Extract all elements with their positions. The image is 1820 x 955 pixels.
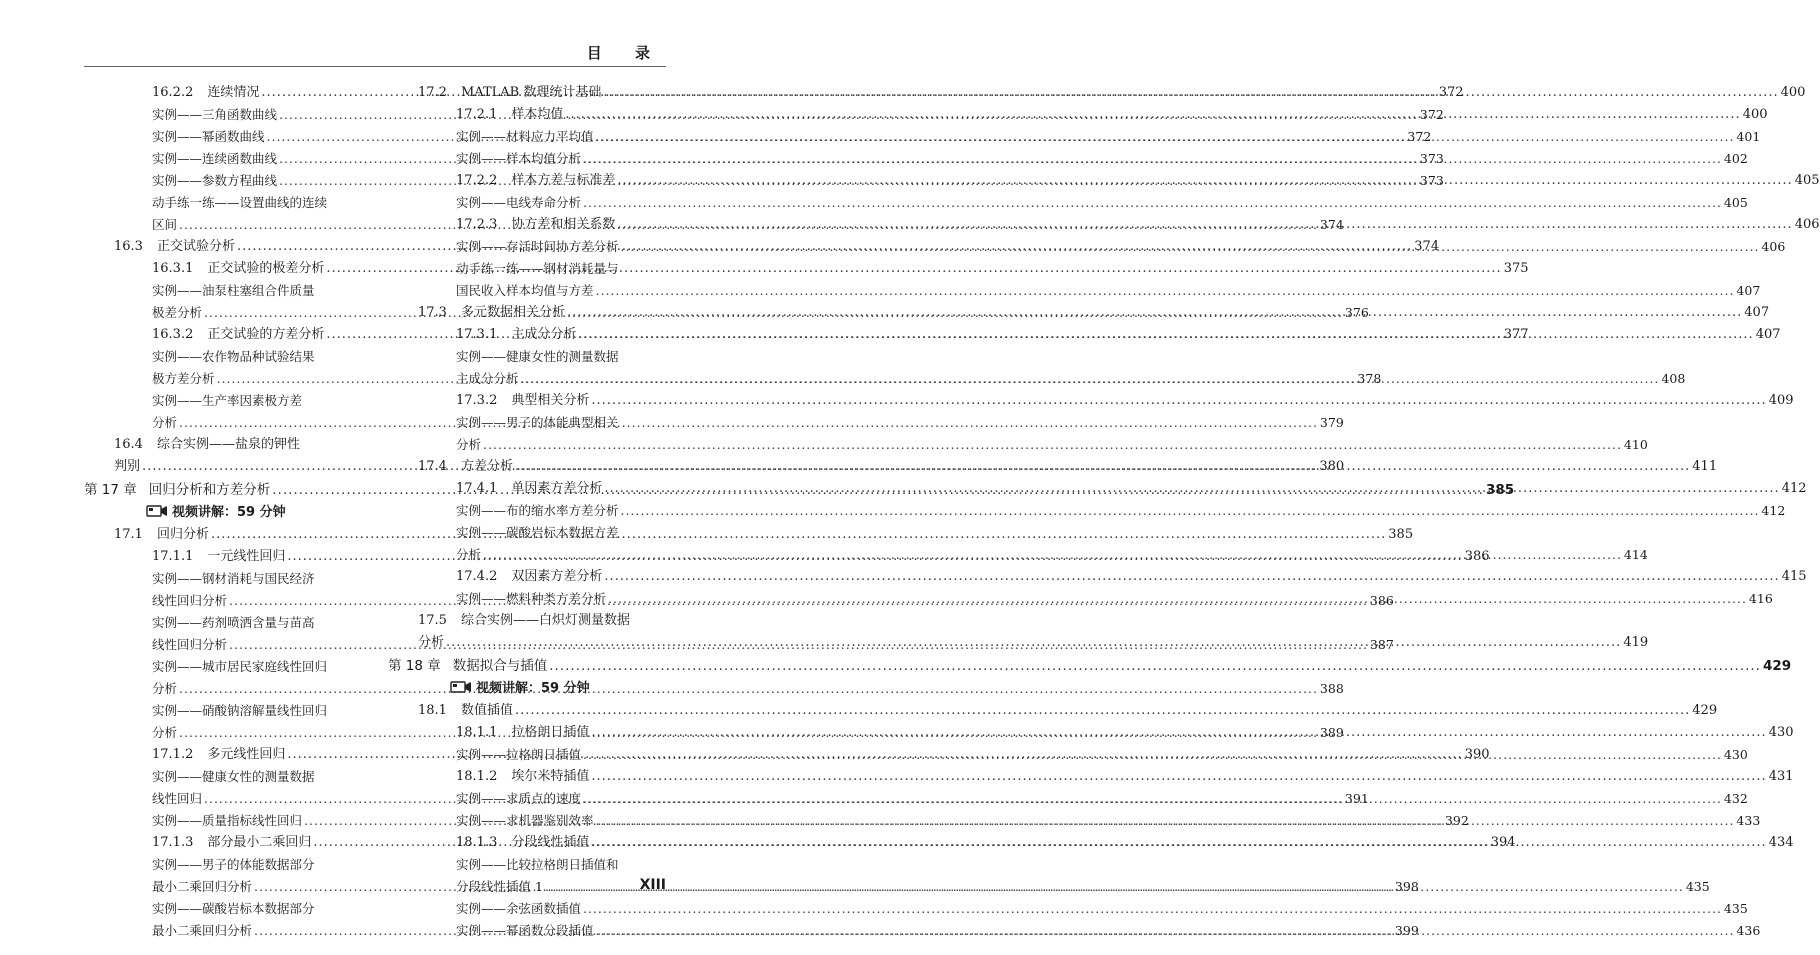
toc-entry-number: 17.5: [418, 613, 447, 628]
page-header-title: 目 录: [586, 44, 664, 62]
toc-entry[interactable]: [84, 280, 364, 302]
toc-entry-title: 实例——幂函数曲线: [152, 129, 265, 144]
toc-entry-title: 实例——参数方程曲线: [152, 173, 278, 188]
toc-entry-page: 414: [1623, 547, 1648, 562]
toc-entry-title: 实例——求质点的速度: [456, 791, 582, 806]
toc-entry-number: 17.4.2: [456, 569, 498, 584]
toc-entry[interactable]: [84, 854, 364, 876]
toc-entry-title: 数值插值: [460, 703, 513, 718]
toc-entry-page: 394: [1490, 835, 1516, 850]
toc-entry-page: 407: [1744, 305, 1770, 320]
toc-entry-page: 389: [1319, 725, 1344, 740]
toc-entry-title: 国民收入样本均值与方差: [456, 283, 594, 298]
toc-entry-page: 387: [1369, 637, 1394, 652]
toc-entry-page: 415: [1781, 569, 1807, 584]
toc-entry-page: 375: [1503, 261, 1529, 276]
dot-leader: [583, 148, 1722, 170]
toc-entry[interactable]: [84, 434, 364, 456]
toc-entry-title: 综合实例——白炽灯测量数据: [460, 613, 630, 628]
toc-entry-title: 实例——农作物品种试验结果: [152, 349, 315, 364]
toc-entry-page: 430: [1723, 747, 1748, 762]
toc-entry-title: 实例——布的缩水率方差分析: [456, 503, 619, 518]
toc-entry-title: 实例——健康女性的测量数据: [152, 769, 315, 784]
toc-entry-page: 429: [1692, 703, 1718, 718]
toc-entry-title: 实例——材料应力平均值: [456, 129, 594, 144]
toc-entry-title: 回归分析和方差分析: [148, 482, 271, 498]
toc-entry-page: 432: [1723, 791, 1748, 806]
toc-entry-page: 378: [1357, 371, 1382, 386]
toc-entry-page: 372: [1407, 129, 1432, 144]
dot-leader: [583, 192, 1722, 214]
toc-entry[interactable]: [388, 280, 1761, 302]
dot-leader: [521, 368, 1660, 390]
toc-entry-title: 实例——电线寿命分析: [456, 195, 582, 210]
toc-entry-number: 17.3.1: [456, 327, 498, 342]
toc-entry-title: 分析: [152, 725, 178, 740]
toc-entry-page: 377: [1503, 327, 1529, 342]
toc-entry-title: 分析: [152, 681, 178, 696]
toc-entry-title: 动手练一练——设置曲线的连续: [152, 195, 328, 210]
toc-entry-page: 410: [1623, 437, 1648, 452]
toc-entry-page: 411: [1692, 459, 1718, 474]
toc-entry-number: 18.1.1: [456, 725, 498, 740]
toc-entry-number: 16.2.2: [152, 85, 194, 100]
dot-leader: [583, 898, 1722, 920]
toc-entry[interactable]: [388, 412, 664, 434]
toc-entry-title: 动手练一练——钢材消耗量与: [456, 261, 619, 276]
dot-leader: [604, 478, 1779, 500]
toc-entry-title: 正交试验的极差分析: [207, 261, 325, 276]
toc-entry-page: 402: [1723, 151, 1748, 166]
toc-entry-page: 373: [1419, 151, 1444, 166]
dot-leader: [567, 302, 1742, 324]
toc-entry-title: 样本均值: [511, 107, 564, 122]
video-lecture-note[interactable]: [388, 678, 664, 700]
toc-entry-number: 17.2: [418, 85, 447, 100]
toc-entry-page: 407: [1755, 327, 1781, 342]
dot-leader: [596, 810, 1735, 832]
toc-entry-title: MATLAB 数理统计基础: [460, 85, 602, 100]
dot-leader: [591, 722, 1766, 744]
dot-leader: [591, 390, 1766, 412]
dot-leader: [483, 434, 1622, 456]
toc-entry-page: 391: [1344, 791, 1369, 806]
toc-entry-number: 17.1.2: [152, 747, 194, 762]
dot-leader: [578, 324, 1753, 346]
toc-entry-title: 线性回归: [152, 791, 203, 806]
toc-entry-page: 372: [1419, 107, 1444, 122]
toc-entry-page: 392: [1444, 813, 1469, 828]
toc-entry-title: 实例——幂函数分段插值: [456, 923, 594, 938]
toc-entry-number: 18.1.2: [456, 769, 498, 784]
toc-chapter-entry[interactable]: [388, 654, 1792, 678]
toc-entry[interactable]: [84, 192, 364, 214]
toc-entry-title: 极方差分析: [152, 371, 215, 386]
toc-entry-page: 379: [1319, 415, 1344, 430]
toc-entry-page: 434: [1768, 835, 1794, 850]
toc-entry-title: 协方差和相关系数: [511, 217, 616, 232]
video-camera-icon: [146, 504, 168, 518]
toc-entry-title: 回归分析: [156, 527, 209, 542]
toc-entry-page: 409: [1768, 393, 1794, 408]
toc-entry[interactable]: [388, 434, 1648, 456]
toc-entry[interactable]: [84, 390, 364, 412]
toc-entry-title: 实例——油泵柱塞组合件质量: [152, 283, 315, 298]
toc-entry-title: 数据拟合与插值: [452, 658, 548, 674]
toc-entry-page: 436: [1736, 923, 1761, 938]
dot-leader: [621, 500, 1760, 522]
toc-entry-number: 17.1: [114, 527, 143, 542]
toc-entry-page: 429: [1762, 658, 1792, 674]
toc-entry[interactable]: [388, 258, 664, 280]
toc-entry-title: 主成分分析: [456, 371, 519, 386]
toc-entry-number: 17.4.1: [456, 481, 498, 496]
toc-entry[interactable]: [388, 346, 664, 368]
toc-entry-page: 376: [1344, 305, 1369, 320]
toc-entry[interactable]: [84, 346, 364, 368]
toc-entry-number: 16.3.1: [152, 261, 194, 276]
toc-entry-page: 407: [1736, 283, 1761, 298]
toc-entry-number: 17.1.3: [152, 835, 194, 850]
toc-entry[interactable]: [388, 566, 1807, 588]
toc-entry-number: 17.4: [418, 459, 447, 474]
toc-entry-title: 部分最小二乘回归: [207, 835, 312, 850]
toc-entry-title: 正交试验的方差分析: [207, 327, 325, 342]
toc-entry-title: 埃尔米特插值: [511, 769, 590, 784]
toc-entry[interactable]: [84, 898, 364, 920]
toc-entry-title: 线性回归分析: [152, 593, 228, 608]
toc-entry-title: 单因素方差分析: [511, 481, 603, 496]
toc-entry-title: 连续情况: [207, 85, 260, 100]
toc-entry-title: 综合实例——盐泉的钾性: [156, 437, 300, 452]
toc-entry-title: 分析: [456, 547, 482, 562]
dot-leader: [604, 566, 1779, 588]
toc-entry-page: 400: [1742, 107, 1768, 122]
toc-entry-page: 412: [1781, 481, 1807, 496]
toc-entry-number: 17.2.1: [456, 107, 498, 122]
toc-entry-page: 433: [1736, 813, 1761, 828]
dot-leader: [591, 766, 1766, 788]
dot-leader: [545, 876, 1684, 898]
toc-entry-number: 17.3: [418, 305, 447, 320]
toc-entry-title: 实例——三角函数曲线: [152, 107, 278, 122]
toc-entry-title: 分析: [456, 437, 482, 452]
toc-entry[interactable]: [388, 854, 664, 876]
toc-entry-number: 16.4: [114, 437, 143, 452]
toc-entry-page: 416: [1748, 591, 1773, 606]
video-lecture-note[interactable]: [84, 502, 364, 524]
toc-entry[interactable]: [388, 390, 1794, 412]
toc-entry-title: 最小二乘回归分析: [152, 923, 253, 938]
toc-entry-title: 双因素方差分析: [511, 569, 603, 584]
dot-leader: [179, 678, 1318, 700]
toc-entry[interactable]: [388, 610, 664, 632]
toc-entry[interactable]: [84, 700, 364, 722]
dot-leader: [549, 654, 1761, 678]
toc-entry-title: 实例——连续函数曲线: [152, 151, 278, 166]
toc-entry-title: 实例——碳酸岩标本数据方差: [456, 525, 619, 540]
toc-entry-title: 实例——比较拉格朗日插值和: [456, 857, 619, 872]
toc-entry-title: 分析: [418, 635, 445, 650]
toc-entry-title: 实例——药剂喷洒含量与苗高: [152, 615, 315, 630]
toc-entry-page: 374: [1414, 239, 1440, 254]
dot-leader: [483, 544, 1622, 566]
toc-entry-page: 390: [1464, 747, 1490, 762]
toc-entry-title: 极差分析: [152, 305, 203, 320]
toc-entry-title: 实例——生产率因素极方差: [152, 393, 303, 408]
toc-entry[interactable]: [84, 612, 364, 634]
toc-entry-page: 386: [1369, 593, 1394, 608]
toc-entry-page: 400: [1780, 85, 1806, 100]
page-number: XIII: [639, 877, 666, 893]
toc-entry-title: 判别: [114, 459, 141, 474]
dot-leader: [179, 412, 1318, 434]
toc-entry-title: 实例——男子的体能数据部分: [152, 857, 315, 872]
dot-leader: [621, 236, 1760, 258]
dot-leader: [608, 588, 1747, 610]
dot-leader: [583, 788, 1722, 810]
toc-entry[interactable]: [388, 766, 1794, 788]
dot-leader: [596, 126, 1735, 148]
toc-entry[interactable]: [388, 192, 1748, 214]
toc-entry-title: 拉格朗日插值: [511, 725, 590, 740]
toc-entry-page: 405: [1723, 195, 1748, 210]
toc-entry-title: 实例——燃料种类方差分析: [456, 591, 607, 606]
dot-leader: [617, 214, 1792, 236]
toc-entry-number: 第 17 章: [84, 482, 137, 498]
dot-leader: [446, 632, 1621, 654]
toc-entry-number: 17.2.3: [456, 217, 498, 232]
toc-entry-number: 18.1.3: [456, 835, 498, 850]
toc-entry[interactable]: [84, 766, 364, 788]
toc-entry-number: 16.3: [114, 239, 143, 254]
dot-leader: [596, 280, 1735, 302]
toc-entry-title: 实例——碳酸岩标本数据部分: [152, 901, 315, 916]
toc-entry-number: 第 18 章: [388, 658, 441, 674]
toc-entry-title: 分段线性插值: [511, 835, 590, 850]
dot-leader: [565, 104, 1740, 126]
toc-entry-title: 实例——硝酸钠溶解量线性回归: [152, 703, 328, 718]
toc-entry-title: 实例——求机器鉴别效率: [456, 813, 594, 828]
toc-entry-title: 方差分析: [460, 459, 513, 474]
toc-entry-title: 分段线性插值 1: [456, 879, 543, 894]
video-lecture-label: 视频讲解：59 分钟: [172, 505, 286, 520]
toc-entry-page: 406: [1794, 217, 1820, 232]
dot-leader: [603, 82, 1778, 104]
toc-entry-title: 实例——男子的体能典型相关: [456, 415, 619, 430]
toc-entry-page: 380: [1319, 459, 1345, 474]
toc-entry-title: 实例——拉格朗日插值: [456, 747, 582, 762]
toc-entry-title: 正交试验分析: [156, 239, 235, 254]
toc-entry-page: 419: [1623, 635, 1649, 650]
toc-entry-page: 386: [1464, 549, 1490, 564]
toc-entry[interactable]: [388, 700, 1718, 722]
toc-entry-page: 399: [1394, 923, 1419, 938]
toc-entry-page: 385: [1485, 482, 1515, 498]
toc-entry-page: 385: [1388, 527, 1414, 542]
dot-leader: [515, 700, 1690, 722]
toc-entry-title: 实例——样本均值分析: [456, 151, 582, 166]
toc-entry-title: 一元线性回归: [207, 549, 286, 564]
video-camera-icon: [450, 680, 472, 694]
toc-entry-number: 17.3.2: [456, 393, 498, 408]
toc-entry-page: 372: [1438, 85, 1464, 100]
toc-entry-title: 多元线性回归: [207, 747, 286, 762]
dot-leader: [591, 832, 1766, 854]
toc-entry-page: 435: [1685, 879, 1710, 894]
toc-entry[interactable]: [388, 898, 1748, 920]
toc-entry-title: 实例——城市居民家庭线性回归: [152, 659, 328, 674]
toc-entry-title: 区间: [152, 217, 178, 232]
toc-entry-page: 435: [1723, 901, 1748, 916]
toc-entry-page: 408: [1661, 371, 1686, 386]
toc-entry-number: 17.1.1: [152, 549, 194, 564]
toc-entry-page: 401: [1736, 129, 1761, 144]
toc-entry[interactable]: [84, 656, 364, 678]
toc-entry-title: 实例——质量指标线性回归: [152, 813, 303, 828]
dot-leader: [583, 744, 1722, 766]
toc-entry-title: 分析: [152, 415, 178, 430]
toc-entry-title: 多元数据相关分析: [460, 305, 565, 320]
toc-entry[interactable]: [388, 522, 664, 544]
toc-entry-title: 线性回归分析: [152, 637, 228, 652]
toc-entry-page: 431: [1768, 769, 1794, 784]
toc-entry-title: 实例——存活时间协方差分析: [456, 239, 619, 254]
header-rule: [84, 66, 666, 67]
toc-entry[interactable]: [84, 634, 1394, 656]
toc-entry-page: 388: [1319, 681, 1344, 696]
toc-entry[interactable]: [84, 568, 364, 590]
dot-leader: [596, 920, 1735, 942]
toc-entry-page: 373: [1419, 173, 1444, 188]
toc-entry-page: 405: [1794, 173, 1820, 188]
toc-entry-number: 16.3.2: [152, 327, 194, 342]
toc-entry-title: 典型相关分析: [511, 393, 590, 408]
toc-entry-page: 406: [1761, 239, 1786, 254]
toc-entry-page: 430: [1768, 725, 1794, 740]
toc-entry-title: 最小二乘回归分析: [152, 879, 253, 894]
toc-entry[interactable]: [388, 500, 1786, 522]
toc-entry-number: 17.2.2: [456, 173, 498, 188]
toc-entry-title: 主成分分析: [511, 327, 577, 342]
dot-leader: [515, 456, 1690, 478]
toc-entry-title: 样本方差与标准差: [511, 173, 616, 188]
toc-entry-title: 实例——余弦函数插值: [456, 901, 582, 916]
video-lecture-label: 视频讲解：59 分钟: [476, 681, 590, 696]
toc-entry-page: 412: [1761, 503, 1786, 518]
toc-entry-number: 18.1: [418, 703, 447, 718]
dot-leader: [617, 170, 1792, 192]
toc-entry-title: 实例——钢材消耗与国民经济: [152, 571, 315, 586]
toc-entry-title: 实例——健康女性的测量数据: [456, 349, 619, 364]
toc-entry-page: 398: [1394, 879, 1419, 894]
toc-entry-page: 374: [1319, 217, 1344, 232]
